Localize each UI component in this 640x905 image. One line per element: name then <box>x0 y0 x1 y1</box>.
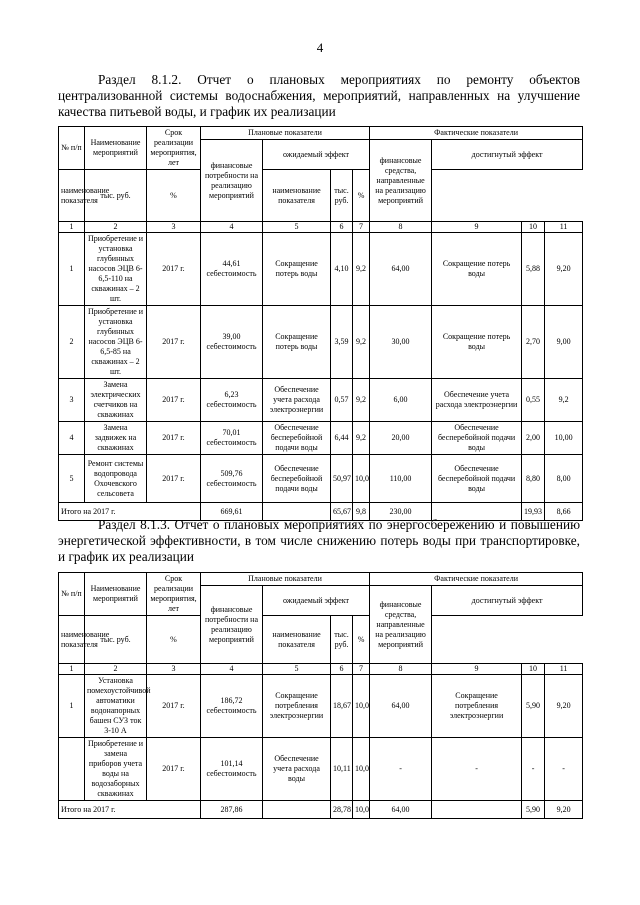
header-actual: Фактические показатели <box>370 127 583 140</box>
planned-financing: 509,76 себестоимость <box>201 455 263 503</box>
table-row <box>59 379 583 422</box>
total-planned-financing: 287,86 <box>201 801 263 819</box>
planned-financing: 44,61 себестоимость <box>201 233 263 306</box>
planned-indicator: Сокращение потерь воды <box>263 306 331 379</box>
planned-percent: 9,2 <box>353 422 370 455</box>
planned-thous-rub: 6,44 <box>331 422 353 455</box>
header-percent: % <box>353 616 370 664</box>
header-expected: ожидаемый эффект <box>263 140 370 170</box>
column-index: 5 <box>263 664 331 675</box>
header-ind-name: наименование показателя <box>59 616 85 664</box>
planned-thous-rub: 10,11 <box>331 738 353 801</box>
column-index: 6 <box>331 664 353 675</box>
actual-financing: - <box>370 738 432 801</box>
table-row <box>59 422 583 455</box>
column-index: 7 <box>353 222 370 233</box>
column-index: 4 <box>201 222 263 233</box>
header-ind-name: наименование показателя <box>59 170 85 222</box>
column-index: 3 <box>147 222 201 233</box>
actual-percent: 9,20 <box>545 233 583 306</box>
total-actual-percent: 8,66 <box>545 503 583 521</box>
actual-indicator: Сокращение потребления электроэнергии <box>432 675 522 738</box>
header-fin-need: финансовые потребности на реализацию мероприятий <box>201 140 263 222</box>
header-actual: Фактические показатели <box>370 573 583 586</box>
implementation-term: 2017 г. <box>147 738 201 801</box>
actual-thous-rub: 2,00 <box>522 422 545 455</box>
actual-financing: 20,00 <box>370 422 432 455</box>
actual-thous-rub: 8,80 <box>522 455 545 503</box>
planned-indicator: Обеспечение учета расхода электроэнергии <box>263 379 331 422</box>
header-achieved: достигнутый эффект <box>432 140 583 170</box>
activity-name: Приобретение и замена приборов учета воды на водозаборных скважинах <box>85 738 147 801</box>
column-index: 10 <box>522 222 545 233</box>
implementation-term: 2017 г. <box>147 422 201 455</box>
actual-thous-rub: 5,88 <box>522 233 545 306</box>
total-planned-percent: 10,0 <box>353 801 370 819</box>
total-actual-financing: 230,00 <box>370 503 432 521</box>
column-index: 8 <box>370 222 432 233</box>
activity-name: Установка помехоустойчивой автоматики водонапорных башен СУЗ ток 3-10 А <box>85 675 147 738</box>
activity-name: Замена задвижек на скважинах <box>85 422 147 455</box>
planned-percent: 9,2 <box>353 379 370 422</box>
activity-name: Приобретение и установка глубинных насосов ЭЦВ 6-6,5-85 на скважинах – 2 шт. <box>85 306 147 379</box>
table-row <box>59 675 583 738</box>
planned-percent: 10,0 <box>353 455 370 503</box>
header-percent: % <box>147 170 201 222</box>
total-label: Итого на 2017 г. <box>59 801 201 819</box>
actual-indicator: - <box>432 738 522 801</box>
planned-percent: 9,2 <box>353 306 370 379</box>
implementation-term: 2017 г. <box>147 675 201 738</box>
header-thous-rub: тыс. руб. <box>85 616 147 664</box>
header-fin-spent: финансовые средства, направленные на реализацию мероприятий <box>370 586 432 664</box>
column-index: 2 <box>85 222 147 233</box>
column-index: 6 <box>331 222 353 233</box>
row-number: 3 <box>59 379 85 422</box>
header-name: Наименование мероприятий <box>85 127 147 170</box>
actual-financing: 30,00 <box>370 306 432 379</box>
column-index: 9 <box>432 664 522 675</box>
empty-cell <box>432 801 522 819</box>
actual-financing: 64,00 <box>370 675 432 738</box>
planned-financing: 6,23 себестоимость <box>201 379 263 422</box>
actual-indicator: Обеспечение бесперебойной подачи воды <box>432 455 522 503</box>
row-number <box>59 738 85 801</box>
activity-name: Приобретение и установка глубинных насосов ЭЦВ 6-6,5-110 на скважинах – 2 шт. <box>85 233 147 306</box>
column-index: 1 <box>59 222 85 233</box>
column-index-row <box>59 664 583 675</box>
report-table <box>58 572 583 819</box>
planned-financing: 70,01 себестоимость <box>201 422 263 455</box>
header-fin-spent: финансовые средства, направленные на реализацию мероприятий <box>370 140 432 222</box>
header-achieved: достигнутый эффект <box>432 586 583 616</box>
actual-percent: 9,2 <box>545 379 583 422</box>
implementation-term: 2017 г. <box>147 306 201 379</box>
implementation-term: 2017 г. <box>147 233 201 306</box>
actual-percent: 9,20 <box>545 675 583 738</box>
planned-thous-rub: 18,67 <box>331 675 353 738</box>
row-number: 1 <box>59 233 85 306</box>
table-row <box>59 738 583 801</box>
header-name: Наименование мероприятий <box>85 573 147 616</box>
actual-indicator: Сокращение потерь воды <box>432 306 522 379</box>
planned-financing: 101,14 себестоимость <box>201 738 263 801</box>
header-thous-rub: тыс. руб. <box>331 170 353 222</box>
actual-indicator: Обеспечение бесперебойной подачи воды <box>432 422 522 455</box>
activity-name: Замена электрических счетчиков на скважинах <box>85 379 147 422</box>
header-planned: Плановые показатели <box>201 127 370 140</box>
planned-indicator: Сокращение потерь воды <box>263 233 331 306</box>
header-thous-rub: тыс. руб. <box>85 170 147 222</box>
activity-name: Ремонт системы водопровода Охочевского сельсовета <box>85 455 147 503</box>
actual-financing: 110,00 <box>370 455 432 503</box>
implementation-term: 2017 г. <box>147 455 201 503</box>
planned-thous-rub: 50,97 <box>331 455 353 503</box>
column-index-row <box>59 222 583 233</box>
table-row <box>59 233 583 306</box>
column-index: 9 <box>432 222 522 233</box>
table-row <box>59 455 583 503</box>
total-row <box>59 801 583 819</box>
header-fin-need: финансовые потребности на реализацию мероприятий <box>201 586 263 664</box>
total-actual-financing: 64,00 <box>370 801 432 819</box>
section-title: Раздел 8.1.3. Отчет о плановых мероприятиях по энергосбережению и повышению энергетической эффективности, в том числе снижению потерь воды при транспортировке, и график их реализации <box>58 517 580 564</box>
row-number: 4 <box>59 422 85 455</box>
header-percent: % <box>147 616 201 664</box>
row-number: 2 <box>59 306 85 379</box>
total-planned-percent: 9,8 <box>353 503 370 521</box>
page-number: 4 <box>316 40 324 55</box>
column-index: 2 <box>85 664 147 675</box>
planned-indicator: Обеспечение бесперебойной подачи воды <box>263 455 331 503</box>
header-percent: % <box>353 170 370 222</box>
planned-indicator: Обеспечение учета расхода воды <box>263 738 331 801</box>
implementation-term: 2017 г. <box>147 379 201 422</box>
total-actual-percent: 9,20 <box>545 801 583 819</box>
planned-indicator: Сокращение потребления электроэнергии <box>263 675 331 738</box>
total-planned-thous-rub: 28,78 <box>331 801 353 819</box>
actual-indicator: Обеспечение учета расхода электроэнергии <box>432 379 522 422</box>
header-num: № п/п <box>59 127 85 170</box>
header-ind-name: наименование показателя <box>263 616 331 664</box>
actual-percent: 8,00 <box>545 455 583 503</box>
header-num: № п/п <box>59 573 85 616</box>
column-index: 1 <box>59 664 85 675</box>
row-number: 5 <box>59 455 85 503</box>
planned-percent: 9,2 <box>353 233 370 306</box>
report-table <box>58 126 583 521</box>
header-planned: Плановые показатели <box>201 573 370 586</box>
actual-thous-rub: 0,55 <box>522 379 545 422</box>
planned-percent: 10,0 <box>353 738 370 801</box>
row-number: 1 <box>59 675 85 738</box>
column-index: 10 <box>522 664 545 675</box>
total-planned-financing: 669,61 <box>201 503 263 521</box>
column-index: 7 <box>353 664 370 675</box>
planned-percent: 10,0 <box>353 675 370 738</box>
table-row <box>59 306 583 379</box>
actual-percent: 10,00 <box>545 422 583 455</box>
planned-financing: 39,00 себестоимость <box>201 306 263 379</box>
planned-thous-rub: 3,59 <box>331 306 353 379</box>
header-thous-rub: тыс. руб. <box>331 616 353 664</box>
total-label: Итого на 2017 г. <box>59 503 201 521</box>
actual-percent: 9,00 <box>545 306 583 379</box>
total-actual-thous-rub: 19,93 <box>522 503 545 521</box>
actual-indicator: Сокращение потерь воды <box>432 233 522 306</box>
section-title: Раздел 8.1.2. Отчет о плановых мероприятиях по ремонту объектов централизованной системы водоснабжения, мероприятий, направленных на улучшение качества питьевой воды, и график их реализации <box>58 72 580 119</box>
column-index: 3 <box>147 664 201 675</box>
total-planned-thous-rub: 65,67 <box>331 503 353 521</box>
empty-cell <box>263 801 331 819</box>
actual-thous-rub: - <box>522 738 545 801</box>
column-index: 8 <box>370 664 432 675</box>
header-ind-name: наименование показателя <box>263 170 331 222</box>
column-index: 4 <box>201 664 263 675</box>
actual-financing: 6,00 <box>370 379 432 422</box>
planned-thous-rub: 0,57 <box>331 379 353 422</box>
actual-percent: - <box>545 738 583 801</box>
planned-indicator: Обеспечение бесперебойной подачи воды <box>263 422 331 455</box>
header-term: Срок реализации мероприятия, лет <box>147 573 201 616</box>
column-index: 5 <box>263 222 331 233</box>
column-index: 11 <box>545 664 583 675</box>
actual-thous-rub: 2,70 <box>522 306 545 379</box>
actual-financing: 64,00 <box>370 233 432 306</box>
header-term: Срок реализации мероприятия, лет <box>147 127 201 170</box>
total-actual-thous-rub: 5,90 <box>522 801 545 819</box>
actual-thous-rub: 5,90 <box>522 675 545 738</box>
column-index: 11 <box>545 222 583 233</box>
header-expected: ожидаемый эффект <box>263 586 370 616</box>
planned-thous-rub: 4,10 <box>331 233 353 306</box>
planned-financing: 186,72 себестоимость <box>201 675 263 738</box>
